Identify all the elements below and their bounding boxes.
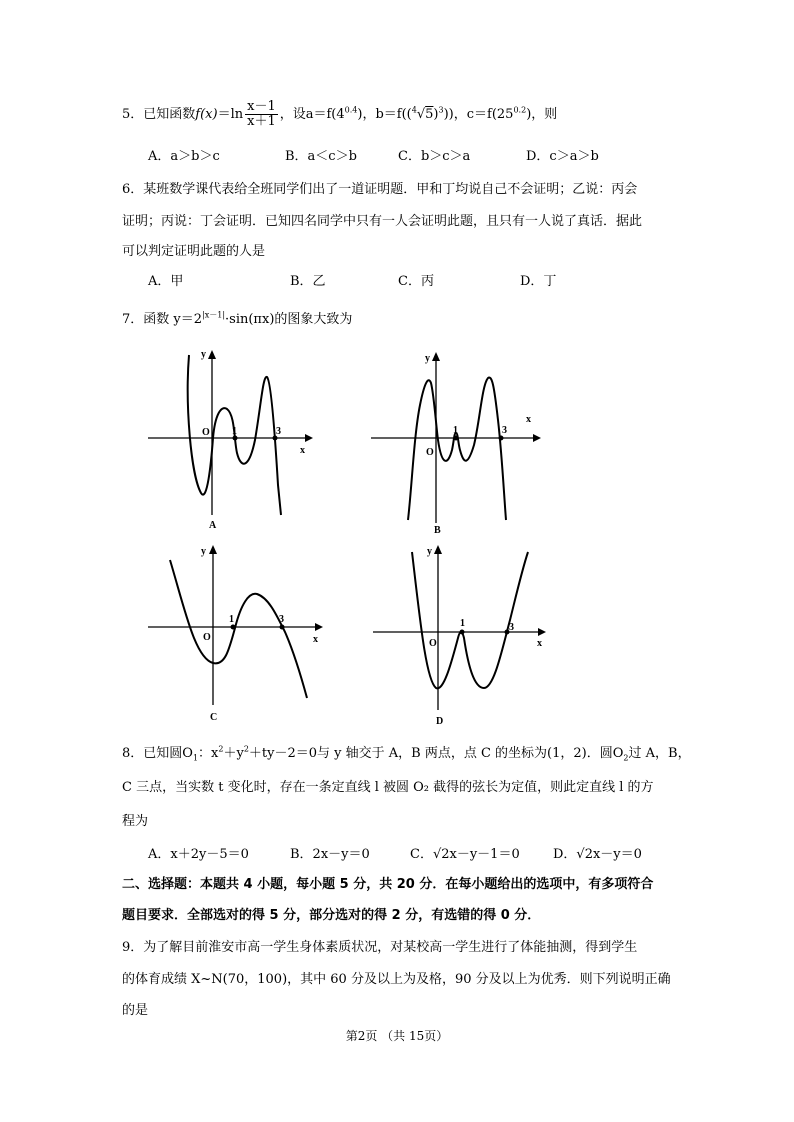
q6-option-a[interactable]: A．甲	[148, 274, 184, 289]
graph-d-curve	[412, 552, 528, 688]
q6-options	[148, 270, 708, 292]
graph-c-y-arrow	[209, 545, 217, 554]
q5-text-b: ，设	[279, 107, 306, 122]
q5-b-exp: 3	[438, 105, 444, 115]
q5-a-exp: 0.4	[344, 105, 358, 115]
q6-line-3: 可以判定证明此题的人是	[122, 244, 266, 259]
graph-a-x-arrow	[305, 434, 313, 442]
q5-root-base: 5	[425, 107, 434, 122]
graph-c	[145, 540, 325, 725]
q5-option-d[interactable]: D．c＞a＞b	[526, 149, 599, 164]
q5-options	[148, 145, 708, 167]
q5-b-def: ，b＝f((	[362, 107, 412, 122]
graph-b-point-1	[454, 436, 459, 441]
page-footer: 第2页 （共 15页）	[345, 1029, 449, 1043]
q8-option-b[interactable]: B．2x－y＝0	[290, 847, 370, 862]
q8-text-a: 8．已知圆O	[122, 746, 193, 761]
q8-text-c: ＋y	[223, 746, 244, 761]
graph-a-x-label: x	[300, 445, 305, 456]
q5-root-sign: √	[416, 107, 426, 122]
graph-d-y-arrow	[434, 545, 442, 554]
q8-sub-2: 2	[623, 753, 629, 763]
q5-func: f(x)	[195, 107, 218, 122]
graph-c-curve	[170, 560, 307, 698]
graph-d	[370, 540, 550, 730]
q5-stem: 5．已知函数f(x)＝ln $\frac{x-1}{x+1}$ ，设$a=f(4^{0.4})$，$b=f((^4√5)^3)$)，$c=f(25^{0.2})$，则	[122, 99, 558, 129]
graph-a-origin: O	[202, 427, 210, 438]
q5-ln: ＝ln	[217, 107, 244, 122]
q8-text-b: ：x	[198, 746, 219, 761]
q5-option-a[interactable]: A．a＞b＞c	[148, 149, 220, 164]
q8-sq-2: 2	[243, 744, 249, 754]
q9-line-3: 的是	[122, 1003, 149, 1018]
q9-line-2: 的体育成绩 X~N(70，100)，其中 60 分及以上为及格，90 分及以上为优秀．则下列说明正确	[122, 972, 671, 987]
graph-d-point-1	[460, 630, 465, 635]
graph-b-x-label: x	[526, 414, 531, 425]
q8-options	[148, 843, 708, 865]
q8-text-e: 过 A，B，	[628, 746, 691, 761]
q8-sq-1: 2	[218, 744, 224, 754]
q8-line-2: C 三点，当实数 t 变化时，存在一条定直线 l 被圆 O₂ 截得的弦长为定值，则此定直线 l 的方	[122, 780, 654, 795]
graph-a-y-arrow	[208, 350, 216, 359]
graph-b-tick-1: 1	[453, 425, 458, 436]
q5-option-c[interactable]: C．b＞c＞a	[398, 149, 471, 164]
section2-heading-line-1: 二、选择题：本题共 4 小题，每小题 5 分，共 20 分．在每小题给出的选项中，有多项符合	[122, 877, 654, 892]
q8-option-d[interactable]: D．√2x－y＝0	[553, 847, 642, 862]
q5-option-b[interactable]: B．a＜c＞b	[285, 149, 357, 164]
graph-a-tick-3: 3	[276, 426, 281, 437]
q6-line-1: 6．某班数学课代表给全班同学们出了一道证明题．甲和丁均说自己不会证明；乙说：丙会	[122, 182, 638, 197]
q9-line-1: 9．为了解目前淮安市高一学生身体素质状况，对某校高一学生进行了体能抽测，得到学生	[122, 940, 638, 955]
q5-c-def: ，c＝f(25	[453, 107, 514, 122]
graph-d-x-label: x	[537, 638, 542, 649]
graph-c-x-label: x	[313, 634, 318, 645]
graph-d-y-label: y	[427, 546, 432, 557]
graph-b-tick-3: 3	[502, 425, 507, 436]
graph-b-origin: O	[426, 447, 434, 458]
q8-line-3: 程为	[122, 814, 149, 829]
q6-line-2: 证明；丙说：丁会证明．已知四名同学中只有一人会证明此题，且只有一人说了真话．据此	[122, 214, 643, 229]
q5-frac-den: x＋1	[247, 114, 276, 129]
graph-d-label: D	[436, 716, 444, 727]
graph-d-x-arrow	[538, 628, 546, 636]
graph-b	[368, 345, 548, 540]
graph-c-point-3	[280, 625, 285, 630]
q5-number: 5．	[122, 107, 144, 122]
q7-stem	[122, 308, 352, 327]
graph-c-tick-3: 3	[279, 614, 284, 625]
q5-a-close: )	[357, 107, 363, 122]
q5-b-close: ))	[443, 107, 454, 122]
q5-fraction	[245, 100, 278, 129]
q5-a-def: a＝f(4	[305, 107, 345, 122]
graph-c-origin: O	[203, 632, 211, 643]
graph-b-x-arrow	[533, 434, 541, 442]
q6-option-d[interactable]: D．丁	[520, 274, 557, 289]
q6-option-b[interactable]: B．乙	[290, 274, 326, 289]
graph-d-tick-1: 1	[460, 618, 465, 629]
graph-a-tick-1: 1	[232, 426, 237, 437]
graph-a-y-label: y	[201, 349, 206, 360]
q5-root-index: 4	[411, 105, 417, 115]
graph-d-tick-3: 3	[509, 622, 514, 633]
section2-heading-line-2: 题目要求．全部选对的得 5 分，部分选对的得 2 分，有选错的得 0 分．	[122, 908, 541, 923]
graph-b-y-label: y	[425, 353, 430, 364]
q7-post: ·sin(πx)的图象大致为	[225, 312, 353, 327]
q5-c-exp: 0.2	[513, 105, 527, 115]
q7-pre: 7．函数 y＝2	[122, 312, 203, 327]
q8-option-c[interactable]: C．√2x－y－1＝0	[410, 847, 520, 862]
q8-line-1	[122, 742, 691, 763]
graph-b-curve	[408, 377, 506, 520]
q5-frac-num: x－1	[247, 99, 276, 114]
graph-c-y-label: y	[201, 546, 206, 557]
q8-option-a[interactable]: A．x＋2y－5＝0	[148, 847, 249, 862]
graph-c-x-arrow	[315, 623, 323, 631]
graph-b-y-arrow	[432, 352, 440, 361]
graph-a-label: A	[209, 520, 217, 531]
graph-c-label: C	[210, 712, 218, 723]
graph-a	[145, 345, 320, 535]
graph-c-tick-1: 1	[229, 614, 234, 625]
graph-c-point-1	[231, 625, 236, 630]
q6-option-c[interactable]: C．丙	[398, 274, 434, 289]
graph-d-origin: O	[429, 638, 437, 649]
q5-text: 已知函数	[143, 107, 196, 122]
graph-b-label: B	[434, 525, 441, 536]
q8-sub-1: 1	[192, 753, 199, 763]
q8-text-d: ＋ty－2＝0与 y 轴交于 A，B 两点，点 C 的坐标为(1，2)．圆O	[248, 746, 624, 761]
q5-c-close: )，则	[526, 107, 558, 122]
q7-exponent: |x－1|	[202, 310, 226, 320]
graph-b-point-3	[499, 436, 504, 441]
